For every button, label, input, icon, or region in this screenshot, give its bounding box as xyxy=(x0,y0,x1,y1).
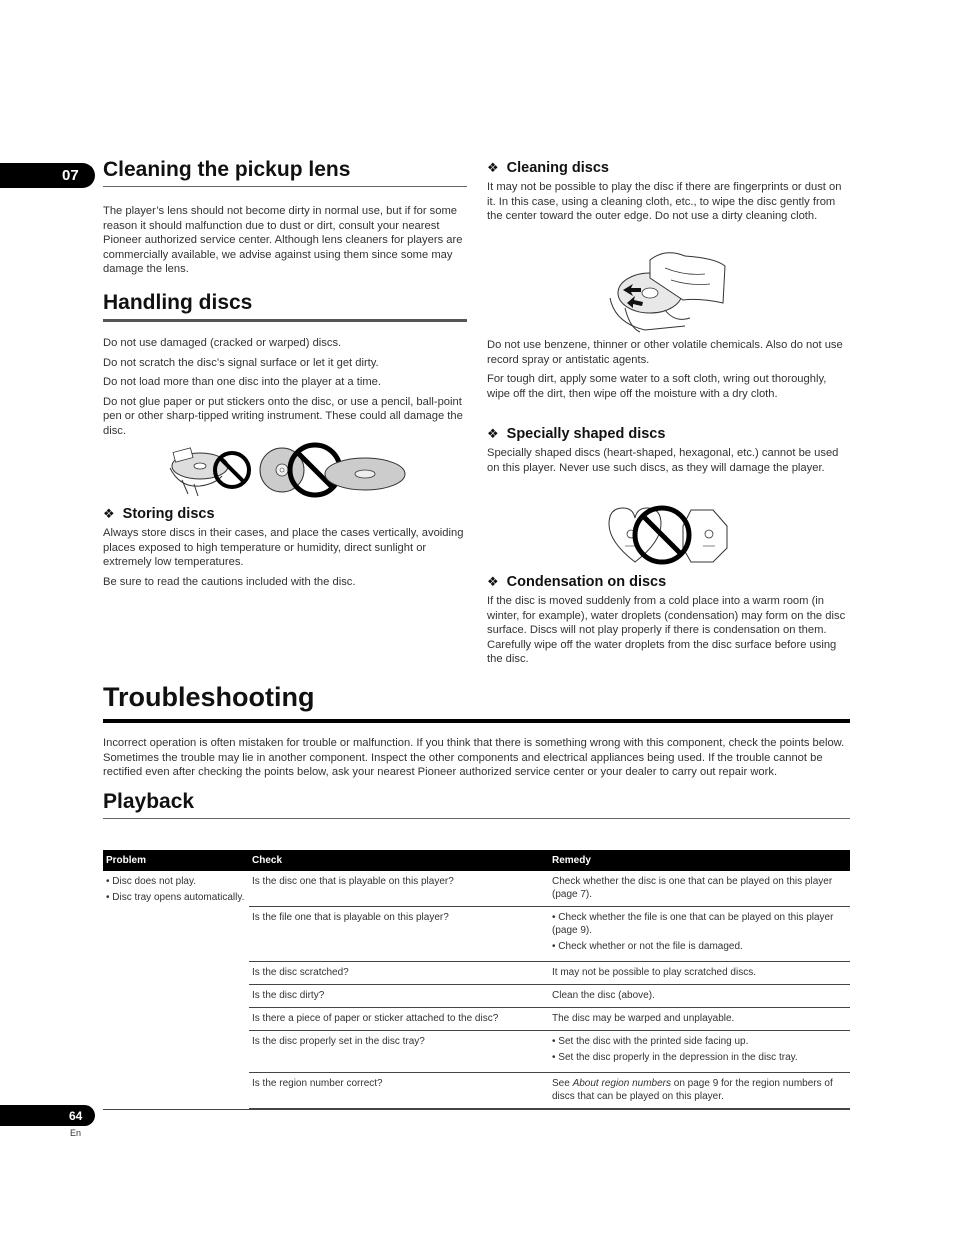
table-bottom-rule xyxy=(103,1109,850,1110)
playback-table xyxy=(103,850,850,1109)
cleaning-p1: It may not be possible to play the disc if there are fingerprints or dust on it. In this case, using a cleaning cloth, etc., to wipe the disc gently from the center toward the outer edge. Do not use a dirty cleaning cloth. xyxy=(487,181,842,223)
remedy-cell xyxy=(549,962,850,985)
problem-item: • Disc does not play. xyxy=(106,876,197,887)
troubleshooting-section xyxy=(103,682,850,819)
storing-title: Storing discs xyxy=(122,506,215,522)
check-cell: Is the region number correct? xyxy=(249,1073,549,1109)
check-cell: Is the disc one that is playable on this player? xyxy=(249,871,549,907)
chapter-tab xyxy=(0,163,95,188)
remedy-header: Remedy xyxy=(549,850,850,871)
cleaning-discs-title: Cleaning discs xyxy=(506,160,609,176)
remedy-text: • Set the disc with the printed side facing up. xyxy=(552,1036,749,1047)
remedy-text: • Check whether or not the file is damaged. xyxy=(552,941,743,952)
remedy-cell xyxy=(549,907,850,962)
remedy-cell xyxy=(549,1008,850,1031)
page-number: 64 xyxy=(69,1108,83,1123)
remedy-text: See xyxy=(552,1078,573,1089)
cleaning-discs-heading xyxy=(487,160,849,176)
check-cell: Is there a piece of paper or sticker attached to the disc? xyxy=(249,1008,549,1031)
remedy-text: Clean the disc (above). xyxy=(552,990,655,1001)
table-header-row xyxy=(103,850,850,871)
heading-rule xyxy=(103,818,850,819)
condensation-p1: If the disc is moved suddenly from a cold place into a warm room (in winter, for example), water droplets (condensation) may form on the disc surface. Discs will not play properly if there is condensation on them. Carefully wipe off the water droplets from the disc surface before using the disc. xyxy=(487,595,846,666)
check-cell: Is the disc dirty? xyxy=(249,985,549,1008)
remedy-cell xyxy=(549,1073,850,1109)
check-cell: Is the disc scratched? xyxy=(249,962,549,985)
playback-heading: Playback xyxy=(103,789,195,813)
diamond-bullet-icon: ❖ xyxy=(487,574,499,589)
storing-heading xyxy=(103,506,467,522)
diamond-bullet-icon: ❖ xyxy=(103,506,115,521)
check-cell: Is the file one that is playable on this player? xyxy=(249,907,549,962)
troubleshooting-heading: Troubleshooting xyxy=(103,682,315,712)
remedy-text: Check whether the disc is one that can be played on this player (page 7). xyxy=(552,876,833,900)
special-discs-section xyxy=(487,426,849,480)
remedy-text: It may not be possible to play scratched discs. xyxy=(552,967,756,978)
language-label: En xyxy=(70,1128,82,1138)
left-column xyxy=(103,158,467,444)
shaped-discs-illustration xyxy=(605,502,731,566)
storing-p1: Always store discs in their cases, and place the cases vertically, avoiding places exposed to high temperature or humidity, direct sunlight or extremely low temperatures. xyxy=(103,527,464,569)
remedy-text: The disc may be warped and unplayable. xyxy=(552,1013,735,1024)
warped-disc-icon xyxy=(325,458,405,490)
diamond-bullet-icon: ❖ xyxy=(487,426,499,441)
special-p1: Specially shaped discs (heart-shaped, hexagonal, etc.) cannot be used on this player. Never use such discs, as they will damage the player. xyxy=(487,447,839,474)
heading-rule xyxy=(103,186,467,187)
problem-item: • Disc tray opens automatically. xyxy=(106,892,245,903)
cleaning-discs-cont xyxy=(487,338,849,406)
heading-rule xyxy=(103,719,850,723)
sticker-disc-icon xyxy=(170,448,228,496)
playback-table-wrap xyxy=(103,850,850,1110)
problem-cell xyxy=(103,871,249,1109)
special-discs-heading xyxy=(487,426,849,442)
table-row xyxy=(103,871,850,907)
storing-p2: Be sure to read the cautions included with the disc. xyxy=(103,575,356,588)
handling-discs-illustration xyxy=(160,440,410,500)
chapter-number: 07 xyxy=(62,167,79,184)
page-number-tab xyxy=(0,1105,95,1126)
problem-header: Problem xyxy=(103,850,249,871)
condensation-heading xyxy=(487,574,849,590)
condensation-section xyxy=(487,574,849,672)
diamond-bullet-icon: ❖ xyxy=(487,160,499,175)
remedy-text: • Set the disc properly in the depression in the disc tray. xyxy=(552,1052,798,1063)
storing-section xyxy=(103,506,467,594)
handling-heading: Handling discs xyxy=(103,290,253,314)
remedy-text: • Check whether the file is one that can be played on this player (page 9). xyxy=(552,912,834,936)
remedy-cell xyxy=(549,985,850,1008)
remedy-text: on page 9 for the region numbers of discs that can be played on this player. xyxy=(552,1078,833,1102)
cleaning-p2: Do not use benzene, thinner or other volatile chemicals. Also do not use record spray or antistatic agents. xyxy=(487,339,843,366)
wiping-disc-illustration xyxy=(605,248,730,333)
handling-p4: Do not glue paper or put stickers onto the disc, or use a pencil, ball-point pen or other sharp-tipped writing instrument. These could all damage the disc. xyxy=(103,395,463,437)
cleaning-lens-text: The player’s lens should not become dirty in normal use, but if for some reason it should malfunction due to dust or dirt, consult your nearest Pioneer authorized service center. Although lens cleaners for players are commercially available, we advise against using them since some may damage the lens. xyxy=(103,205,463,276)
handling-p2: Do not scratch the disc’s signal surface or let it get dirty. xyxy=(103,356,379,369)
cleaning-discs-section xyxy=(487,160,849,229)
cleaning-p3: For tough dirt, apply some water to a soft cloth, wring out thoroughly, wipe off the dirt, then wipe off the moisture with a dry cloth. xyxy=(487,373,827,400)
handling-p1: Do not use damaged (cracked or warped) discs. xyxy=(103,336,342,349)
remedy-cell xyxy=(549,1031,850,1073)
cleaning-lens-heading: Cleaning the pickup lens xyxy=(103,158,351,181)
handling-p3: Do not load more than one disc into the player at a time. xyxy=(103,376,381,389)
remedy-cell xyxy=(549,871,850,907)
special-discs-title: Specially shaped discs xyxy=(506,426,666,442)
check-header: Check xyxy=(249,850,549,871)
remedy-reference: About region numbers xyxy=(572,1078,671,1089)
check-cell: Is the disc properly set in the disc tray? xyxy=(249,1031,549,1073)
condensation-title: Condensation on discs xyxy=(506,574,667,590)
troubleshooting-intro: Incorrect operation is often mistaken for trouble or malfunction. If you think that there is something wrong with this component, check the points below. Sometimes the trouble may lie in another component. Inspect the other components and electrical appliances being used. If the trouble cannot be rectified even after checking the points below, ask your nearest Pioneer authorized service center or your dealer to carry out repair work. xyxy=(103,737,845,779)
heading-rule xyxy=(103,319,467,322)
